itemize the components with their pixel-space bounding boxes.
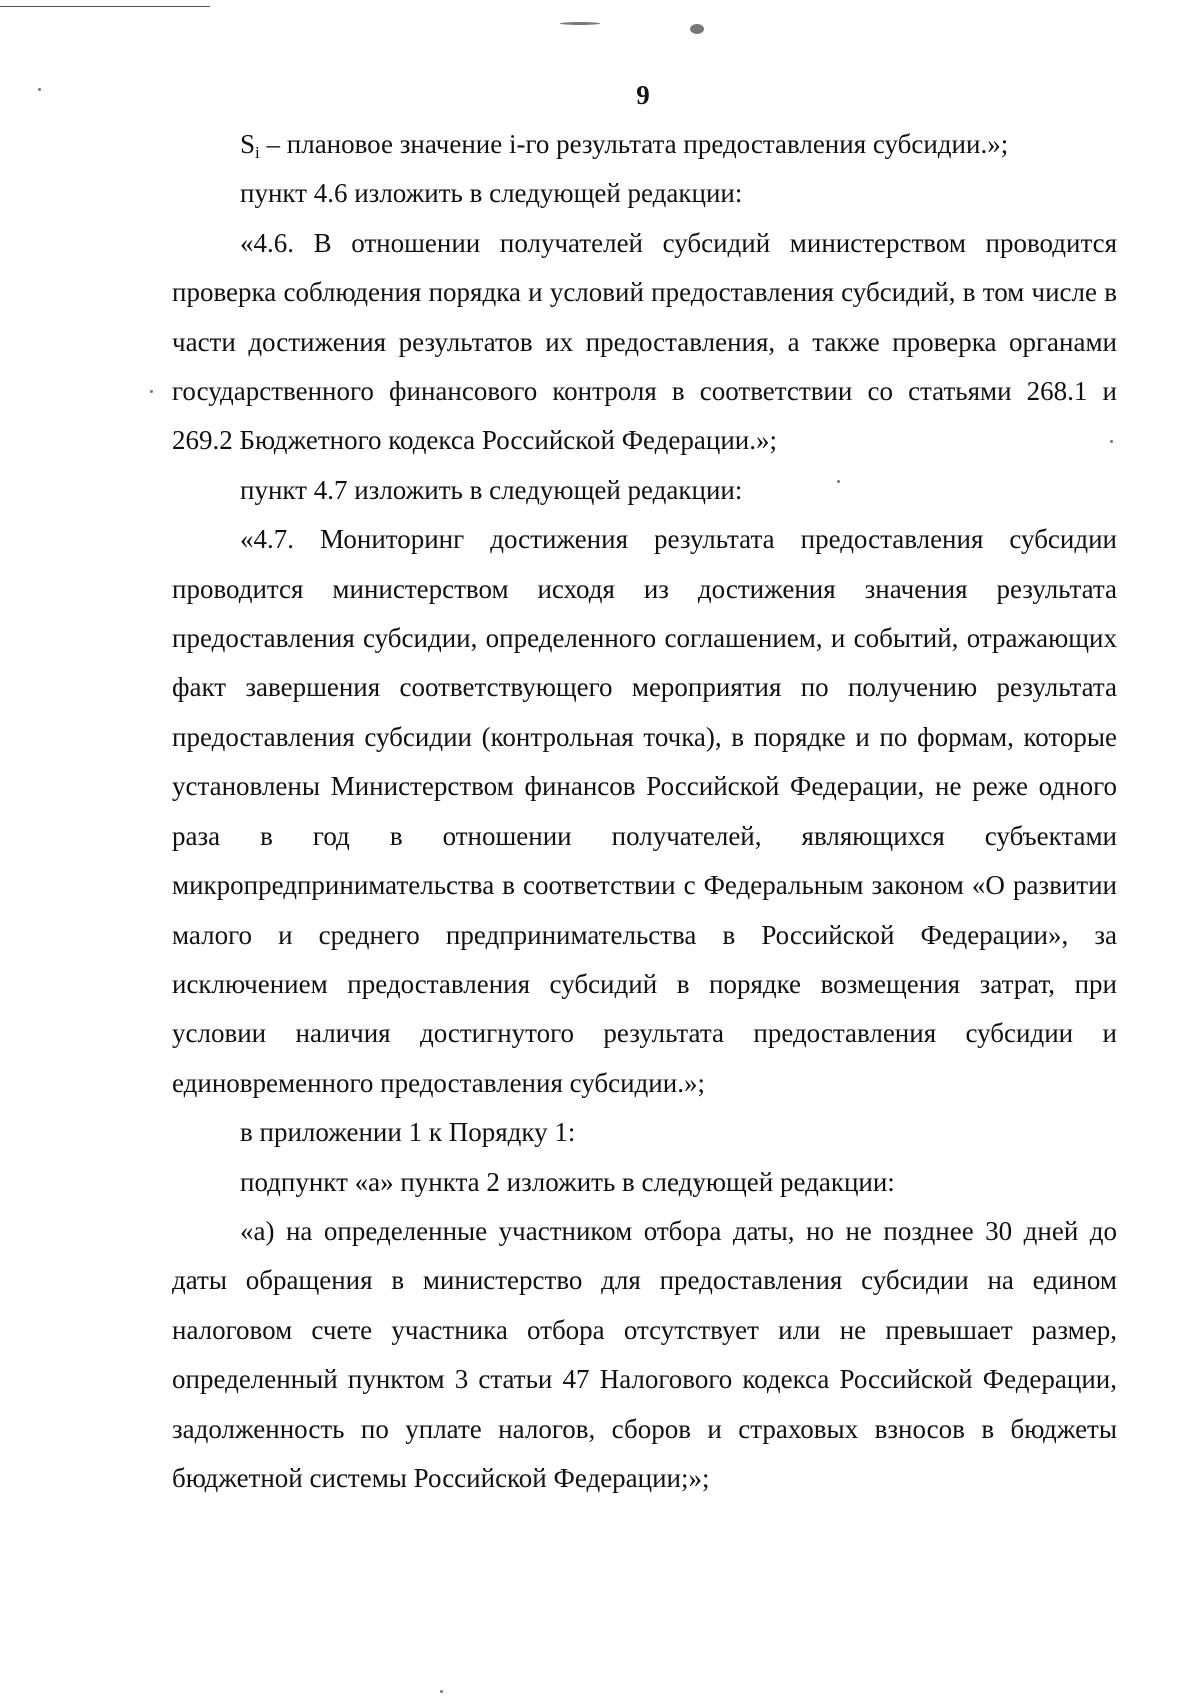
scan-artifact-line (0, 6, 210, 7)
scan-artifact-speck (440, 1690, 443, 1693)
paragraph-instruction-4-7: пункт 4.7 изложить в следующей редакции: (240, 474, 743, 505)
paragraph-subclause-a: «а) на определенные участником отбора даты, но не позднее 30 дней до даты обращения в министерство для предоставления субсидии на едином налоговом счете участника отбора отсутствует или не превышает размер, определенный пунктом 3 статьи 47 Налогового кодекса Российской Федерации, задолженность по уплате налогов, сборов и страховых взносов в бюджеты бюджетной системы Российской Федерации;»; (172, 1215, 1117, 1493)
scan-artifact-speck (150, 390, 153, 393)
paragraph-clause-4-6: «4.6. В отношении получателей субсидий министерством проводится проверка соблюдения порядка и условий предоставления субсидий, в том числе в части достижения результатов их предоставления, а также проверка органами государственного финансового контроля в соответствии со статьями 268.1 и 269.2 Бюджетного кодекса Российской Федерации.»; (172, 227, 1117, 456)
paragraph-formula-definition (172, 120, 1117, 169)
paragraph-instruction-4-6: пункт 4.6 изложить в следующей редакции: (240, 178, 743, 209)
formula-subscript: i (255, 143, 260, 162)
scan-artifact-speck (690, 24, 704, 34)
paragraph-clause-4-7: «4.7. Мониторинг достижения результата предоставления субсидии проводится министерством исходя из достижения значения результата предоставления субсидии, определенного соглашением, и событий, отражающих факт завершения соответствующего мероприятия по получению результата предоставления субсидии (контрольная точка), в порядке и по формам, которые установлены Министерством финансов Российской Федерации, не реже одного раза в год в отношении получателей, являющихся субъектами микропредпринимательства в соответствии с Федеральным законом «О развитии малого и среднего предпринимательства в Российской Федерации», за исключением предоставления субсидий в порядке возмещения затрат, при условии наличия достигнутого результата предоставления субсидии и единовременного предоставления субсидии.»; (172, 524, 1117, 1098)
formula-symbol: S (240, 129, 256, 159)
paragraph-appendix-reference: в приложении 1 к Порядку 1: (240, 1117, 576, 1148)
scan-artifact-speck (560, 22, 600, 25)
document-body (172, 120, 1117, 1503)
paragraph-text: – плановое значение i-го результата предоставления субсидии.»; (259, 129, 1009, 159)
paragraph-instruction-subclause-a: подпункт «а» пункта 2 изложить в следующей редакции: (240, 1166, 895, 1197)
page-number: 9 (636, 80, 650, 110)
